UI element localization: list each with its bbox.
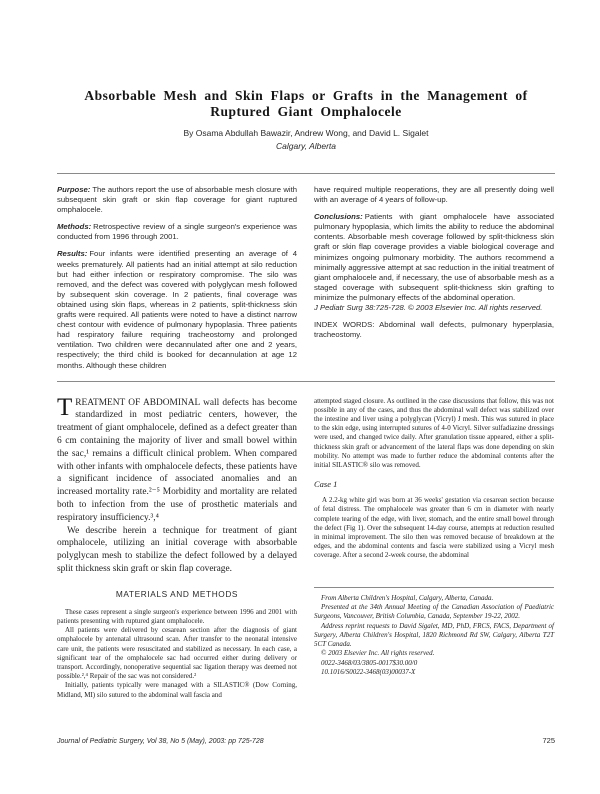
main-body: [57, 393, 555, 700]
abstract-purpose-label: Purpose:: [57, 185, 91, 194]
footnote-doi: 10.1016/S0022-3468(03)00037-X: [321, 668, 416, 677]
footnote-affiliation: From Alberta Children's Hospital, Calgary, Alberta, Canada.: [321, 593, 494, 602]
intro-paragraph-2: We describe herein a technique for treatment of giant omphalocele, utilizing an initial coverage with absorbable polyglycan mesh to stabilize the defect followed by a delayed split thickness skin graft or skin flap coverage.: [57, 525, 297, 574]
index-words-text: Abdominal wall defects, pulmonary hyperplasia, tracheostomy.: [314, 320, 554, 340]
methods-paragraph-1: These cases represent a single surgeon's experience between 1996 and 2001 with patients presenting with ruptured giant omphalocele.: [57, 607, 297, 625]
abstract-conclusions-text: Patients with giant omphalocele have associated pulmonary hypoplasia, which limits the ability to reduce the abdominal contents. Absorbable mesh coverage followed by split-thickness skin graft or skin flap coverage provides a viable biological coverage and minimizes ongoing pulmonary morbidity. The authors recommend a minimally aggressive attempt at sac reduction in the initial treatment of giant omphalocele and, if necessary, the use of absorbable mesh as a staged coverage with subsequent split-thickness skin grafting to minimize the pulmonary effects of the abdominal operation.: [314, 212, 554, 302]
paper-title-line-1: Absorbable Mesh and Skin Flaps or Grafts in the Management of: [84, 88, 528, 103]
abstract-methods-label: Methods:: [57, 222, 92, 232]
footnote-presented: Presented at the 34th Annual Meeting of the Canadian Association of Paediatric Surgeons, Vancouver, British Columbia, Canada, September 19-22, 2002.: [314, 602, 554, 621]
abstract-results-text: Four infants were identified presenting an average of 4 weeks prematurely. All patients had an initial attempt at silo reduction but had either infection or respiratory compromise. The silo was removed, and the defect was covered with polyglycan mesh followed by subsequent skin coverage. In 2 patients, final coverage was obtained using skin flaps, whereas in 2 patients, split-thickness skin grafts were required. All patients were noted to have a distinct narrow chest contour with evidence of pulmonary hypoplasia. Three patients had respiratory failure requiring tracheostomy and prolonged ventilation. Two children were decannulated after one and 2 years, respectively; the third child is booked for decannulation at age 12 months. Although these children: [57, 249, 297, 370]
intro-paragraph-1: [57, 393, 297, 525]
footnote-price-code: 0022-3468/03/3805-0017$30.00/0: [321, 658, 418, 667]
paper-title-line-2: Ruptured Giant Omphalocele: [210, 103, 402, 119]
intro-paragraph-1-text: REATMENT OF ABDOMINAL wall defects has become standardized in most pediatric centers, however, the treatment of giant omphalocele, defined as a defect greater than 6 cm containing the majority of liver and small bowel within the sac,¹ remains a difficult clinical problem. When compared with other infants with omphalocele defects, these patients have a significant incidence of associated anomalies and an increased mortality rate.²⁻⁵ Morbidity and mortality are related both to infection from the use of prosthetic materials and respiratory insufficiency.³,⁴: [57, 397, 297, 523]
abstract-citation: J Pediatr Surg 38:725-728. © 2003 Elsevier Inc. All rights reserved.: [314, 303, 543, 313]
abstract-conclusions: [314, 212, 554, 303]
footer-page-number: 725: [542, 736, 555, 745]
index-words: [314, 320, 554, 340]
abstract-right-column: [314, 185, 554, 371]
author-location: Calgary, Alberta: [276, 141, 336, 151]
footer-journal-line: Journal of Pediatric Surgery, Vol 38, No 5 (May), 2003: pp 725-728: [57, 738, 264, 745]
abstract-methods-text: Retrospective review of a single surgeon's experience was conducted from 1996 through 2001.: [57, 222, 297, 242]
footnote-block: [314, 587, 554, 678]
abstract-section: [57, 173, 555, 382]
abstract-results-continued: have required multiple reoperations, they are all presently doing well with an average of 4 years of follow-up.: [314, 185, 554, 205]
abstract-purpose-text: The authors report the use of absorbable mesh closure with subsequent skin graft or skin flap coverage for giant ruptured omphalocele.: [57, 185, 297, 215]
page-footer: [57, 736, 555, 745]
footnote-copyright: © 2003 Elsevier Inc. All rights reserved.: [321, 649, 435, 658]
drop-cap: T: [57, 393, 73, 421]
abstract-results-label: Results:: [57, 249, 88, 259]
main-left-column: [57, 393, 297, 700]
methods-paragraph-2: All patients were delivered by cesarean section after the diagnosis of giant omphalocele by antenatal ultrasound scan. After transfer to the neonatal intensive care unit, the patients were resuscitated and stabilized as necessary. In each case, a significant tear of the omphalocele sac had occurred either during delivery or transport. Accordingly, nonoperative sequential sac ligation therapy was deemed not possible.²,⁴ Repair of the sac was not considered.²: [57, 626, 297, 681]
abstract-methods: [57, 222, 297, 242]
main-right-column: [314, 397, 554, 700]
author-byline: By Osama Abdullah Bawazir, Andrew Wong, and David L. Sigalet: [183, 128, 429, 138]
case-1-heading: Case 1: [314, 479, 338, 490]
abstract-conclusions-label: Conclusions:: [314, 212, 363, 222]
materials-methods-heading: MATERIALS AND METHODS: [115, 588, 239, 599]
case-1-paragraph: A 2.2-kg white girl was born at 36 weeks' gestation via cesarean section because of fetal distress. The omphalocele was greater than 6 cm in diameter with nearly complete tearing of the edge, with liver, stomach, and the entire small bowel through the defect (Fig 1). Over the subsequent 14-day course, attempts at reduction resulted in minimal improvement. The silo then was removed because of breakdown at the edges, and the abdominal contents and fascia were stabilized using a Vicryl mesh coverage. After a second 2-week course, the abdominal: [314, 496, 554, 560]
abstract-left-column: [57, 185, 297, 371]
methods-paragraph-3: Initially, patients typically were managed with a SILASTIC® (Dow Corning, Midland, MI) silo sutured to the abdominal wall fascia and: [57, 681, 297, 699]
abstract-purpose: [57, 185, 297, 215]
abstract-results: [57, 249, 297, 370]
paper-title: [57, 88, 555, 119]
footnote-reprints: Address reprint requests to David Sigalet, MD, PhD, FRCS, FACS, Department of Surgery, Alberta Children's Hospital, 1820 Richmond Rd SW, Calgary, Alberta T2T 5CT Canada.: [314, 621, 554, 649]
index-words-label: INDEX WORDS:: [314, 320, 375, 330]
methods-continued-paragraph: attempted staged closure. As outlined in the case discussions that follow, this was not possible in any of the cases, and thus the abdominal wall defect was stabilized over the intestine and liver using a polyglycan (Vicryl) J mesh. This was sutured in place to the skin edge, using interrupted sutures of 4-0 Vicryl. Silver sulfadiazine dressings were used, and changed twice daily. After granulation tissue appeared, either a split-thickness skin graft or advancement of the lateral flaps was done depending on skin mobility. No attempt was made to further reduce the abdominal contents after the initial SILASTIC® silo was removed.: [314, 396, 554, 470]
